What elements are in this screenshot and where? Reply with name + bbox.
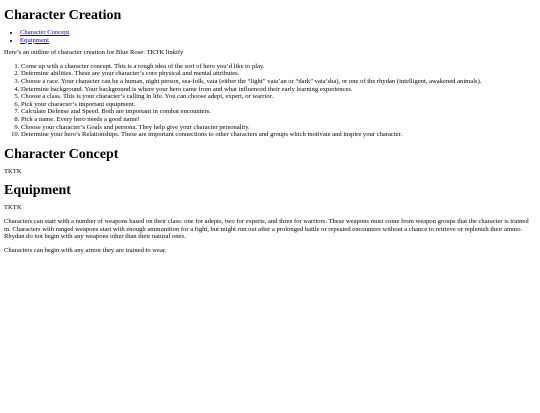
creation-steps-list xyxy=(4,63,536,139)
equipment-armor-paragraph: Characters can begin with any armor they are trained to wear. xyxy=(4,246,167,254)
equipment-weapons-paragraph: Characters can start with a number of weapons based on their class: one for adepts, two for experts, and three for warriors. These weapons must come from weapon groups that the character is trained in. Characters with ranged weapons start with enough ammunition for a fight, but might run out after a prolonged battle or repeated encounters without a chance to retrieve or replenish their ammo. Rhydan do not begin with any weapons other than their natural ones. xyxy=(4,217,529,241)
step-item: 10. Determine your hero’s Relationships. These are important connections to other characters and groups which motivate and inspire your character. xyxy=(21,131,536,139)
step-item: 3. Choose a race. Your character can be a human, night person, sea-folk, vata (either the “light” vata’an or “dark” vata’sha), or one of the rhydan (intelligent, awakened animals). xyxy=(21,78,536,86)
equipment-body: TKTK xyxy=(4,204,22,212)
toc-item-equipment xyxy=(20,37,536,45)
step-item: 1. Come up with a character concept. This is a rough idea of the sort of hero you’d like to play. xyxy=(21,63,536,71)
step-item: 7. Calculate Defense and Speed. Both are important in combat encounters. xyxy=(21,108,536,116)
step-item: 9. Choose your character’s Goals and persona. They help give your character personality. xyxy=(21,124,536,132)
step-item: 8. Pick a name. Every hero needs a good name! xyxy=(21,116,536,124)
intro-paragraph: Here’s an outline of character creation for Blue Rose: TKTK linkify xyxy=(4,49,184,57)
step-item: 6. Pick your character’s important equipment. xyxy=(21,101,536,109)
toc-link-equipment[interactable]: Equipment xyxy=(20,36,49,44)
character-concept-heading: Character Concept xyxy=(4,146,119,162)
step-item: 2. Determine abilities. These are your character’s core physical and mental attributes. xyxy=(21,70,536,78)
toc-item-character-concept xyxy=(20,29,536,37)
step-item: 4. Determine background. Your background is where your hero came from and what influenced their early learning experiences. xyxy=(21,86,536,94)
step-item: 5. Choose a class. This is your character’s calling in life. You can choose adept, expert, or warrior. xyxy=(21,93,536,101)
equipment-heading: Equipment xyxy=(4,183,71,199)
toc-link-character-concept[interactable]: Character Concept xyxy=(20,29,70,36)
page-title: Character Creation xyxy=(4,8,122,23)
document-page xyxy=(0,8,540,254)
table-of-contents xyxy=(4,29,536,44)
character-concept-body: TKTK xyxy=(4,167,22,175)
